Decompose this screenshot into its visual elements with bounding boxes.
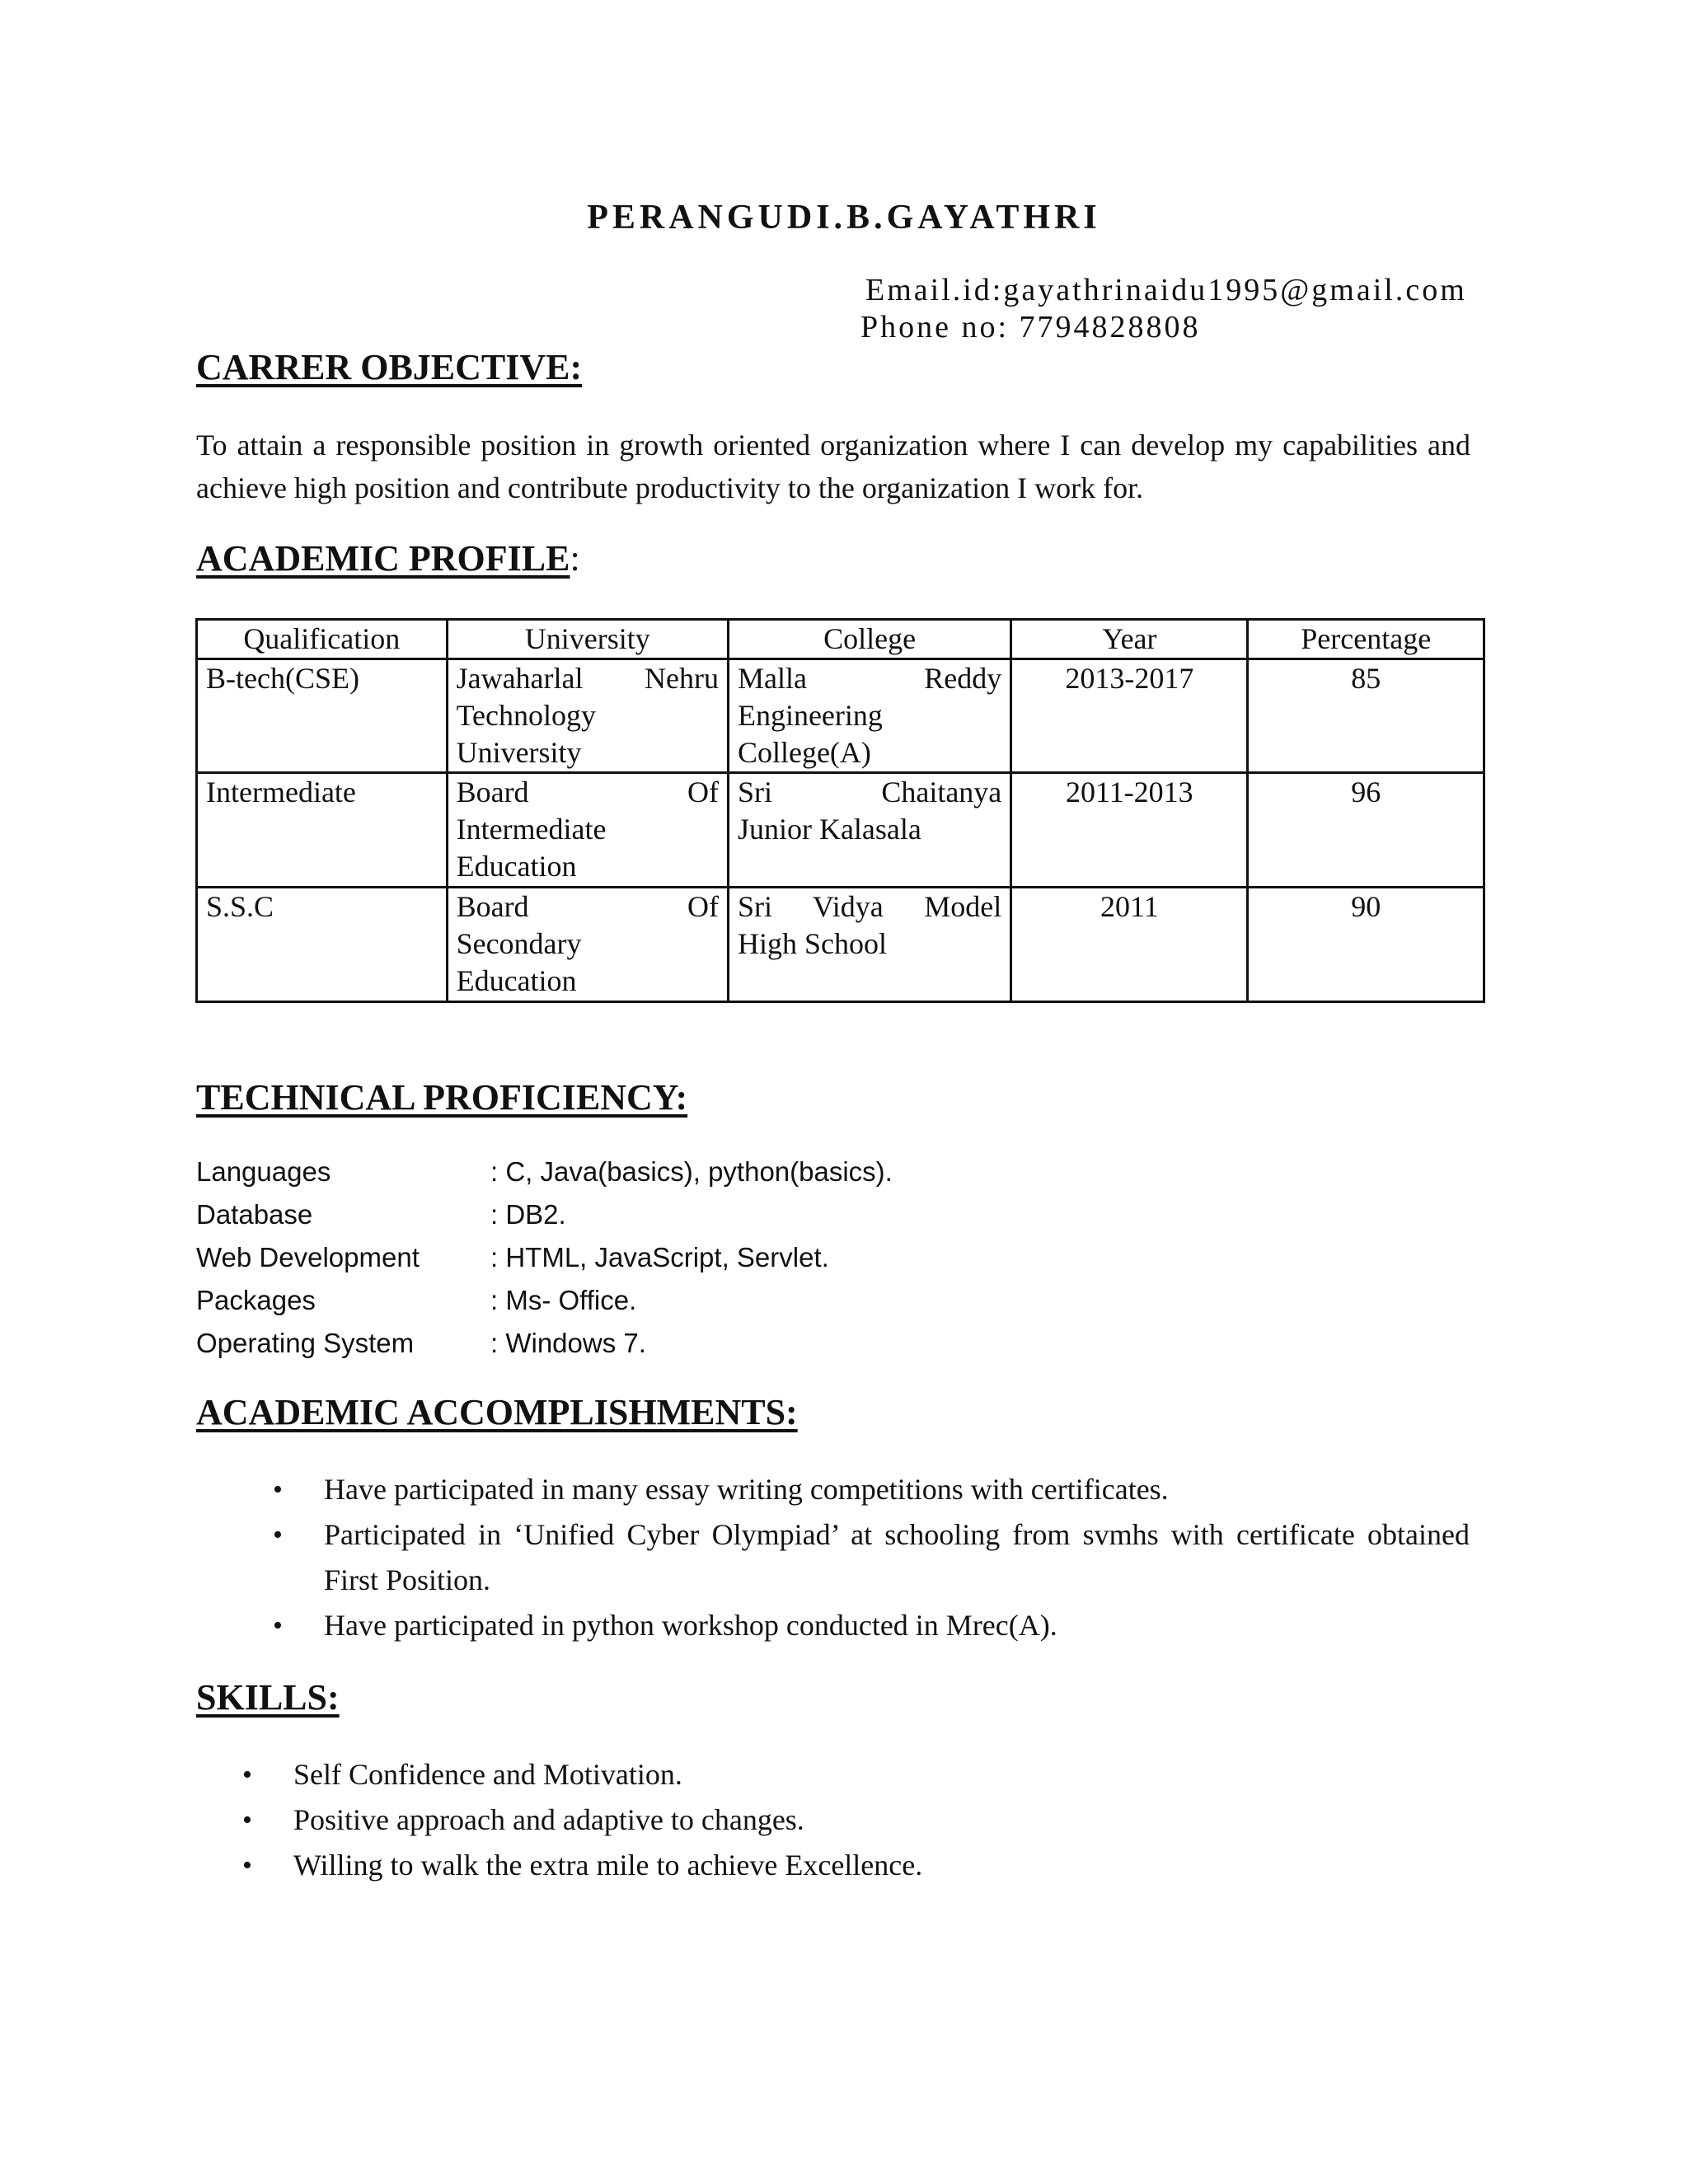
list-item <box>196 1322 893 1365</box>
cell-line: Secondary <box>456 927 582 960</box>
cell-line: Intermediate <box>456 813 607 846</box>
academic-profile-heading <box>196 537 580 579</box>
list-item-text: Self Confidence and Motivation. <box>293 1758 682 1791</box>
list-item-text: Willing to walk the extra mile to achieve Excellence. <box>293 1849 923 1882</box>
cell-university <box>447 773 728 888</box>
bullet-icon: • <box>242 1850 252 1881</box>
cell-percentage: 85 <box>1248 659 1484 773</box>
candidate-name: PERANGUDI.B.GAYATHRI <box>587 199 1101 237</box>
academic-accomplishments-heading <box>196 1391 798 1433</box>
cell-university <box>447 888 728 1002</box>
list-item <box>242 1843 1447 1888</box>
bullet-icon: • <box>242 1760 252 1790</box>
table-row <box>197 773 1484 888</box>
cell-university <box>447 659 728 773</box>
list-item <box>273 1512 1470 1603</box>
list-item <box>273 1603 1470 1648</box>
tech-label: Packages <box>196 1285 316 1315</box>
contact-email: Email.id:gayathrinaidu1995@gmail.com <box>865 273 1467 307</box>
cell-line: Sri Chaitanya <box>737 776 1002 808</box>
list-item <box>242 1752 1447 1797</box>
tech-label: Languages <box>196 1156 331 1187</box>
career-objective-heading <box>196 346 582 388</box>
cell-line: Education <box>456 850 577 883</box>
tech-value: : Windows 7. <box>490 1328 646 1358</box>
tech-value: : C, Java(basics), python(basics). <box>490 1156 893 1187</box>
technical-proficiency-list <box>196 1151 893 1365</box>
tech-value: : DB2. <box>490 1199 566 1230</box>
col-header-university: University <box>447 620 728 659</box>
academic-profile-heading-colon: : <box>570 538 580 579</box>
cell-line: Board Of <box>456 890 719 923</box>
col-header-year: Year <box>1011 620 1248 659</box>
career-objective-text: To attain a responsible position in growth oriented organization where I can develop my capabilities and achieve high position and contribute productivity to the organization I work for. <box>196 429 1470 504</box>
tech-label: Operating System <box>196 1328 415 1358</box>
contact-phone: Phone no: 7794828808 <box>860 310 1201 344</box>
table-row <box>197 659 1484 773</box>
technical-proficiency-heading <box>196 1076 687 1118</box>
academic-accomplishments-heading-text: ACADEMIC ACCOMPLISHMENTS: <box>196 1392 798 1432</box>
skills-heading-text: SKILLS: <box>196 1677 340 1718</box>
bullet-icon: • <box>273 1474 283 1505</box>
tech-value: : HTML, JavaScript, Servlet. <box>490 1242 829 1272</box>
cell-college <box>728 659 1010 773</box>
cell-line: Technology <box>456 699 597 732</box>
tech-value: : Ms- Office. <box>490 1285 637 1315</box>
cell-line: Board Of <box>456 776 719 808</box>
cell-percentage: 90 <box>1248 888 1484 1002</box>
table-row <box>197 888 1484 1002</box>
tech-label: Web Development <box>196 1242 420 1272</box>
list-item <box>196 1279 893 1322</box>
list-item <box>196 1193 893 1236</box>
cell-qualification: Intermediate <box>197 773 448 888</box>
col-header-percentage: Percentage <box>1248 620 1484 659</box>
accomplishments-list <box>273 1467 1470 1648</box>
cell-line: College(A) <box>737 736 871 769</box>
skills-heading <box>196 1676 340 1718</box>
academic-profile-table <box>195 618 1485 1003</box>
cell-line: Jawaharlal Nehru <box>456 662 719 695</box>
bullet-icon: • <box>273 1610 283 1641</box>
cell-year: 2013-2017 <box>1011 659 1248 773</box>
tech-label: Database <box>196 1199 313 1230</box>
cell-year: 2011 <box>1011 888 1248 1002</box>
technical-proficiency-heading-text: TECHNICAL PROFICIENCY: <box>196 1077 688 1118</box>
cell-line: Sri Vidya Model <box>737 890 1002 923</box>
list-item-text: Have participated in many essay writing competitions with certificates. <box>324 1473 1169 1506</box>
cell-year: 2011-2013 <box>1011 773 1248 888</box>
cell-line: Junior Kalasala <box>737 813 921 846</box>
cell-line: Engineering <box>737 699 883 732</box>
table-header-row <box>197 620 1484 659</box>
list-item-text: Participated in ‘Unified Cyber Olympiad’ at schooling from svmhs with certificate obtained First Position. <box>324 1518 1470 1596</box>
cell-qualification: S.S.C <box>197 888 448 1002</box>
cell-college <box>728 773 1010 888</box>
cell-percentage: 96 <box>1248 773 1484 888</box>
list-item-text: Positive approach and adaptive to changes. <box>293 1803 804 1836</box>
cell-college <box>728 888 1010 1002</box>
list-item <box>196 1151 893 1193</box>
col-header-college: College <box>728 620 1010 659</box>
list-item <box>273 1467 1470 1512</box>
bullet-icon: • <box>273 1520 283 1550</box>
list-item-text: Have participated in python workshop conducted in Mrec(A). <box>324 1609 1057 1642</box>
list-item <box>242 1797 1447 1843</box>
cell-line: Education <box>456 964 577 997</box>
list-item <box>196 1236 893 1279</box>
cell-line: Malla Reddy <box>737 662 1002 695</box>
cell-qualification: B-tech(CSE) <box>197 659 448 773</box>
academic-profile-heading-text: ACADEMIC PROFILE <box>196 538 570 579</box>
skills-list <box>242 1752 1447 1888</box>
cell-line: University <box>456 736 582 769</box>
col-header-qualification: Qualification <box>197 620 448 659</box>
cell-line: High School <box>737 927 887 960</box>
career-objective-heading-text: CARRER OBJECTIVE: <box>196 347 583 387</box>
bullet-icon: • <box>242 1805 252 1835</box>
